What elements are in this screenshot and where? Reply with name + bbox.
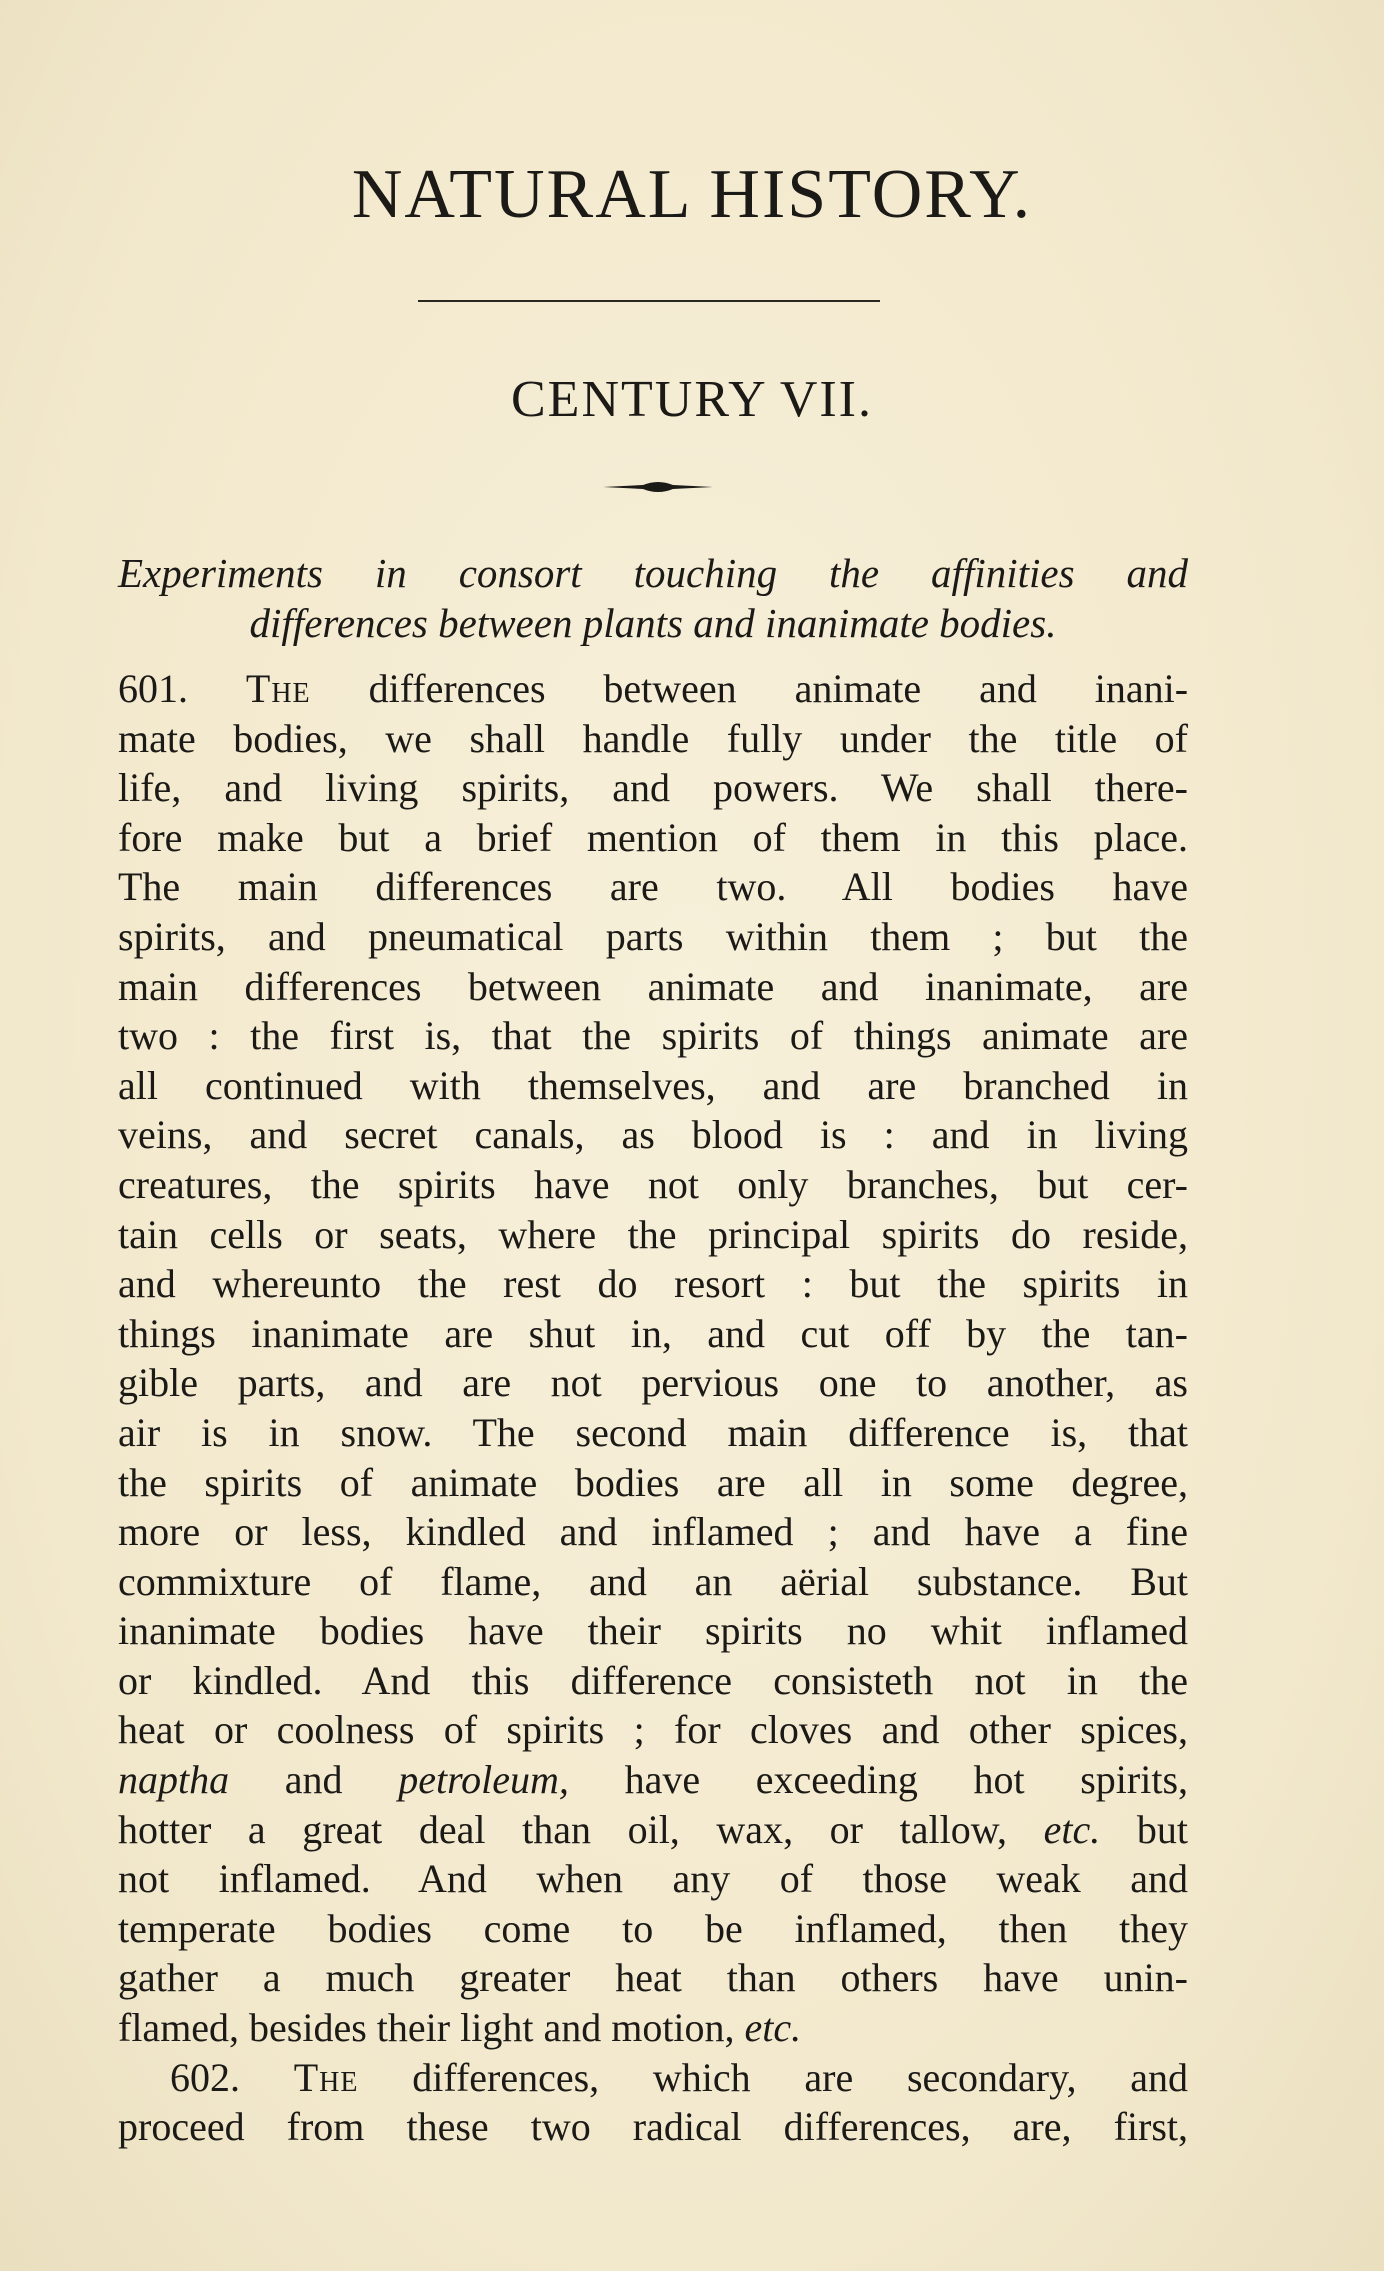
paragraph-first-word: The <box>245 666 311 711</box>
text-line: life, and living spirits, and powers. We shall there- <box>118 765 1188 811</box>
text-line: heat or coolness of spirits ; for cloves and other spices, <box>118 1707 1188 1753</box>
text-line: all continued with themselves, and are branched in <box>118 1062 1188 1108</box>
paragraph-601 <box>118 664 1188 2053</box>
italic-word: etc. <box>744 2005 802 2051</box>
text-line: and whereunto the rest do resort : but the spirits in <box>118 1261 1188 1307</box>
text-line: the spirits of animate bodies are all in some degree, <box>118 1459 1188 1505</box>
section-heading-line-2: differences between plants and inanimate bodies. <box>249 600 1057 646</box>
text-line: main differences between animate and inanimate, are <box>118 963 1188 1009</box>
text-line: gible parts, and are not pervious one to another, as <box>118 1360 1188 1406</box>
century-heading: CENTURY VII. <box>511 371 873 428</box>
text-line: things inanimate are shut in, and cut off by the tan- <box>118 1310 1188 1356</box>
text-line: air is in snow. The second main difference is, that <box>118 1409 1188 1455</box>
text-line: veins, and secret canals, as blood is : and in living <box>118 1112 1188 1158</box>
text-line: differences, which are secondary, and <box>412 2054 1188 2100</box>
paragraph-first-word: The <box>293 2054 359 2100</box>
text-line: creatures, the spirits have not only branches, but cer- <box>118 1161 1188 1207</box>
paragraph-602-line-1 <box>118 2053 1188 2103</box>
italic-word: petroleum, <box>398 1757 569 1803</box>
section-heading-line-1: Experiments in consort touching the affinities and <box>118 550 1188 596</box>
text-fragment: but <box>1136 1806 1189 1852</box>
text-line: or kindled. And this difference consisteth not in the <box>118 1657 1188 1703</box>
text-line: gather a much greater heat than others have unin- <box>118 1955 1188 2001</box>
text-line: commixture of flame, and an aërial substance. But <box>118 1558 1188 1604</box>
text-line: temperate bodies come to be inflamed, then they <box>118 1905 1188 1951</box>
italic-word: naptha <box>118 1757 230 1803</box>
ornament-dash-icon <box>603 478 713 496</box>
italic-word: etc. <box>1043 1806 1101 1852</box>
text-line: more or less, kindled and inflamed ; and have a fine <box>118 1509 1188 1555</box>
title-rule <box>418 300 880 302</box>
paragraph-number: 602. <box>170 2054 240 2100</box>
text-line <box>118 1755 1188 1805</box>
text-line: not inflamed. And when any of those weak and <box>118 1856 1188 1902</box>
text-line: The main differences are two. All bodies have <box>118 864 1188 910</box>
text-line: inanimate bodies have their spirits no whit inflamed <box>118 1608 1188 1654</box>
text-line: differences between animate and inani- <box>368 666 1189 711</box>
body-text <box>118 664 1188 2152</box>
text-line: two : the first is, that the spirits of things animate are <box>118 1013 1188 1059</box>
text-line: mate bodies, we shall handle fully under the title of <box>118 715 1188 761</box>
paragraph-number: 601. <box>118 666 188 711</box>
paragraph-602 <box>118 2053 1188 2152</box>
text-line: fore make but a brief mention of them in this place. <box>118 814 1188 860</box>
text-line: spirits, and pneumatical parts within them ; but the <box>118 913 1188 959</box>
text-fragment: and <box>284 1757 343 1803</box>
text-line: proceed from these two radical differences, are, first, <box>118 2104 1188 2150</box>
section-heading <box>118 548 1188 648</box>
text-line <box>118 1805 1188 1855</box>
running-title: NATURAL HISTORY. <box>351 156 1033 233</box>
text-fragment: have exceeding hot spirits, <box>624 1757 1189 1803</box>
text-fragment: flamed, besides their light and motion, <box>118 2005 735 2051</box>
text-line: tain cells or seats, where the principal spirits do reside, <box>118 1211 1188 1257</box>
paragraph-601-line-1 <box>118 664 1188 714</box>
text-fragment: hotter a great deal than oil, wax, or tallow, <box>118 1806 1008 1852</box>
text-line <box>118 2003 1188 2053</box>
